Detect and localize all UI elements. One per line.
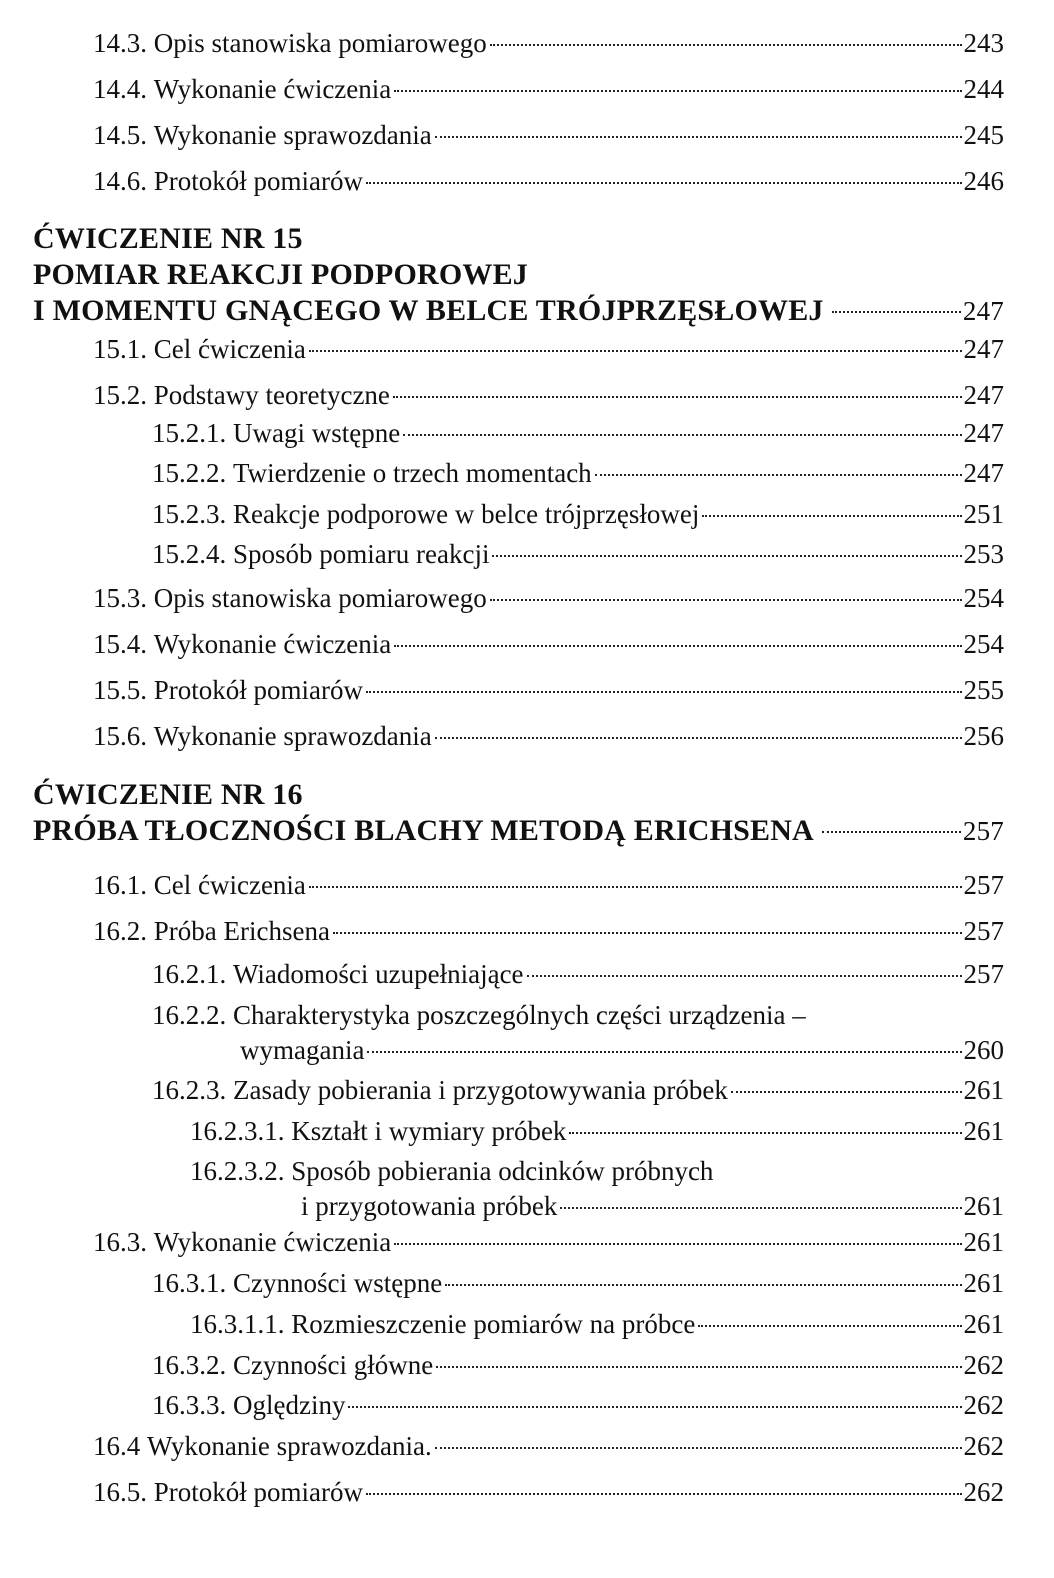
toc-entry [93, 333, 1004, 365]
entry-number: 15.2.1. [152, 418, 227, 448]
page-number: 257 [963, 959, 1004, 989]
page-number: 243 [963, 28, 1004, 58]
entry-number: 15.2.3. [152, 499, 227, 529]
entry-title: Cel ćwiczenia [153, 334, 306, 364]
leader-dots [490, 599, 962, 601]
toc-entry [93, 674, 1004, 706]
leader-dots [595, 474, 962, 476]
entry-title: Protokół pomiarów [153, 166, 363, 196]
toc-entry [152, 417, 1004, 449]
page-number: 261 [963, 1075, 1004, 1105]
entry-number: 16.5. [93, 1477, 147, 1507]
leader-dots [527, 975, 962, 977]
toc-entry [93, 1226, 1004, 1258]
chapter-number: ĆWICZENIE NR 15 [33, 222, 303, 255]
entry-title: Uwagi wstępne [233, 418, 401, 448]
leader-dots [490, 44, 962, 46]
page-number: 255 [963, 675, 1004, 705]
page-number: 261 [963, 1268, 1004, 1298]
leader-dots [435, 1447, 962, 1449]
entry-title: Zasady pobierania i przygotowywania próbek [233, 1075, 728, 1105]
page-number: 261 [963, 1309, 1004, 1339]
entry-number: 15.3. [93, 583, 147, 613]
entry-number: 15.2. [93, 380, 147, 410]
entry-number: 16.2.3. [152, 1075, 227, 1105]
entry-number: 16.2.2. [152, 1000, 227, 1030]
toc-entry [152, 958, 1004, 990]
page-number: 261 [963, 1191, 1004, 1221]
page-number: 262 [963, 1431, 1004, 1461]
chapter-heading [33, 778, 303, 812]
page-number: 251 [963, 499, 1004, 529]
page-number: 262 [963, 1390, 1004, 1420]
toc-entry [93, 379, 1004, 411]
entry-number: 14.3. [93, 28, 147, 58]
page-number: 254 [963, 583, 1004, 613]
leader-dots [309, 886, 962, 888]
page-number: 257 [963, 870, 1004, 900]
leader-dots [394, 645, 961, 647]
entry-number: 15.2.2. [152, 458, 227, 488]
toc-entry [93, 720, 1004, 752]
entry-title: Wykonanie ćwiczenia [153, 1227, 392, 1257]
entry-title: Czynności wstępne [233, 1268, 443, 1298]
entry-number: 15.4. [93, 629, 147, 659]
entry-title: Oględziny [233, 1390, 346, 1420]
entry-title: Kształt i wymiary próbek [291, 1116, 567, 1146]
entry-title: Wykonanie sprawozdania. [147, 1431, 432, 1461]
toc-entry [152, 1349, 1004, 1381]
leader-dots [348, 1406, 961, 1408]
toc-entry [93, 582, 1004, 614]
page-number: 257 [962, 816, 1004, 846]
leader-dots [492, 555, 961, 557]
leader-dots [366, 691, 962, 693]
page-number: 246 [963, 166, 1004, 196]
toc-entry [190, 1308, 1004, 1340]
page-number: 253 [963, 539, 1004, 569]
page-number: 262 [963, 1350, 1004, 1380]
leader-dots [435, 737, 962, 739]
leader-dots [822, 831, 961, 833]
leader-dots [367, 1051, 961, 1053]
entry-number: 15.6. [93, 721, 147, 751]
entry-number: 16.3.1.1. [190, 1309, 285, 1339]
entry-title: Wykonanie ćwiczenia [153, 629, 392, 659]
leader-dots [569, 1132, 961, 1134]
leader-dots [393, 396, 962, 398]
leader-dots [403, 434, 961, 436]
entry-title: Wiadomości uzupełniające [233, 959, 524, 989]
page-number: 244 [963, 74, 1004, 104]
page-number: 247 [963, 458, 1004, 488]
entry-title: Wykonanie sprawozdania [153, 120, 432, 150]
page-number: 260 [963, 1035, 1004, 1065]
page-number: 262 [963, 1477, 1004, 1507]
leader-dots [333, 932, 962, 934]
toc-entry [152, 457, 1004, 489]
entry-title: Protokół pomiarów [153, 675, 363, 705]
leader-dots [445, 1284, 961, 1286]
leader-dots [698, 1325, 961, 1327]
page-number: 254 [963, 629, 1004, 659]
toc-entry [93, 915, 1004, 947]
leader-dots [309, 350, 962, 352]
leader-dots [702, 515, 961, 517]
toc-entry [93, 1476, 1004, 1508]
page-number: 247 [963, 334, 1004, 364]
entry-title: Opis stanowiska pomiarowego [153, 583, 487, 613]
entry-number: 15.5. [93, 675, 147, 705]
page-number: 247 [963, 380, 1004, 410]
entry-title-continued: wymagania [240, 1035, 365, 1065]
entry-title: Cel ćwiczenia [153, 870, 306, 900]
chapter-title-line: PRÓBA TŁOCZNOŚCI BLACHY METODĄ ERICHSENA [33, 814, 814, 847]
page-number: 261 [963, 1227, 1004, 1257]
toc-entry [93, 1430, 1004, 1462]
entry-number: 16.1. [93, 870, 147, 900]
page-number: 257 [963, 916, 1004, 946]
leader-dots [366, 182, 962, 184]
toc-entry [93, 27, 1004, 59]
chapter-number: ĆWICZENIE NR 16 [33, 778, 303, 811]
entry-number: 16.2. [93, 916, 147, 946]
page-number: 247 [963, 418, 1004, 448]
toc-entry [152, 1074, 1004, 1106]
chapter-heading [33, 222, 528, 292]
leader-dots [560, 1207, 961, 1209]
leader-dots [394, 1243, 961, 1245]
toc-entry [93, 628, 1004, 660]
chapter-heading-last-line [33, 814, 1004, 848]
entry-number: 14.5. [93, 120, 147, 150]
toc-entry [190, 1155, 1004, 1222]
leader-dots [436, 1366, 961, 1368]
leader-dots [394, 90, 961, 92]
leader-dots [832, 311, 961, 313]
entry-number: 16.3.1. [152, 1268, 227, 1298]
toc-entry [152, 538, 1004, 570]
toc-entry [190, 1115, 1004, 1147]
entry-title: Protokół pomiarów [153, 1477, 363, 1507]
entry-title: Twierdzenie o trzech momentach [233, 458, 592, 488]
entry-number: 16.2.3.1. [190, 1116, 285, 1146]
leader-dots [366, 1493, 962, 1495]
toc-entry [93, 165, 1004, 197]
entry-number: 16.3.3. [152, 1390, 227, 1420]
entry-title: Próba Erichsena [153, 916, 330, 946]
entry-title: Opis stanowiska pomiarowego [153, 28, 487, 58]
entry-number: 16.3. [93, 1227, 147, 1257]
entry-number: 16.3.2. [152, 1350, 227, 1380]
entry-number: 16.2.3.2. [190, 1156, 285, 1186]
toc-entry [152, 1267, 1004, 1299]
entry-number: 15.1. [93, 334, 147, 364]
entry-number: 14.4. [93, 74, 147, 104]
entry-number: 16.4 [93, 1431, 141, 1461]
leader-dots [435, 136, 962, 138]
entry-title: Czynności główne [233, 1350, 434, 1380]
chapter-title-line: POMIAR REAKCJI PODPOROWEJ [33, 258, 528, 291]
toc-entry [152, 1389, 1004, 1421]
page-number: 256 [963, 721, 1004, 751]
leader-dots [731, 1091, 962, 1093]
entry-title-continued: i przygotowania próbek [301, 1191, 558, 1221]
entry-title: Reakcje podporowe w belce trójprzęsłowej [233, 499, 700, 529]
chapter-title-line: I MOMENTU GNĄCEGO W BELCE TRÓJPRZĘSŁOWEJ [33, 294, 824, 327]
toc-entry [93, 869, 1004, 901]
toc-entry [152, 999, 1004, 1066]
toc-entry [152, 498, 1004, 530]
entry-title: Podstawy teoretyczne [153, 380, 390, 410]
entry-title: Sposób pomiaru reakcji [233, 539, 490, 569]
entry-title: Charakterystyka poszczególnych części urządzenia – [233, 1000, 806, 1030]
toc-entry [93, 73, 1004, 105]
entry-title: Wykonanie ćwiczenia [153, 74, 392, 104]
entry-number: 16.2.1. [152, 959, 227, 989]
entry-number: 15.2.4. [152, 539, 227, 569]
chapter-heading-last-line [33, 294, 1004, 328]
entry-number: 14.6. [93, 166, 147, 196]
toc-entry [93, 119, 1004, 151]
entry-title: Wykonanie sprawozdania [153, 721, 432, 751]
page-number: 245 [963, 120, 1004, 150]
page-number: 261 [963, 1116, 1004, 1146]
entry-title: Sposób pobierania odcinków próbnych [291, 1156, 714, 1186]
page-number: 247 [962, 296, 1004, 326]
entry-title: Rozmieszczenie pomiarów na próbce [291, 1309, 696, 1339]
